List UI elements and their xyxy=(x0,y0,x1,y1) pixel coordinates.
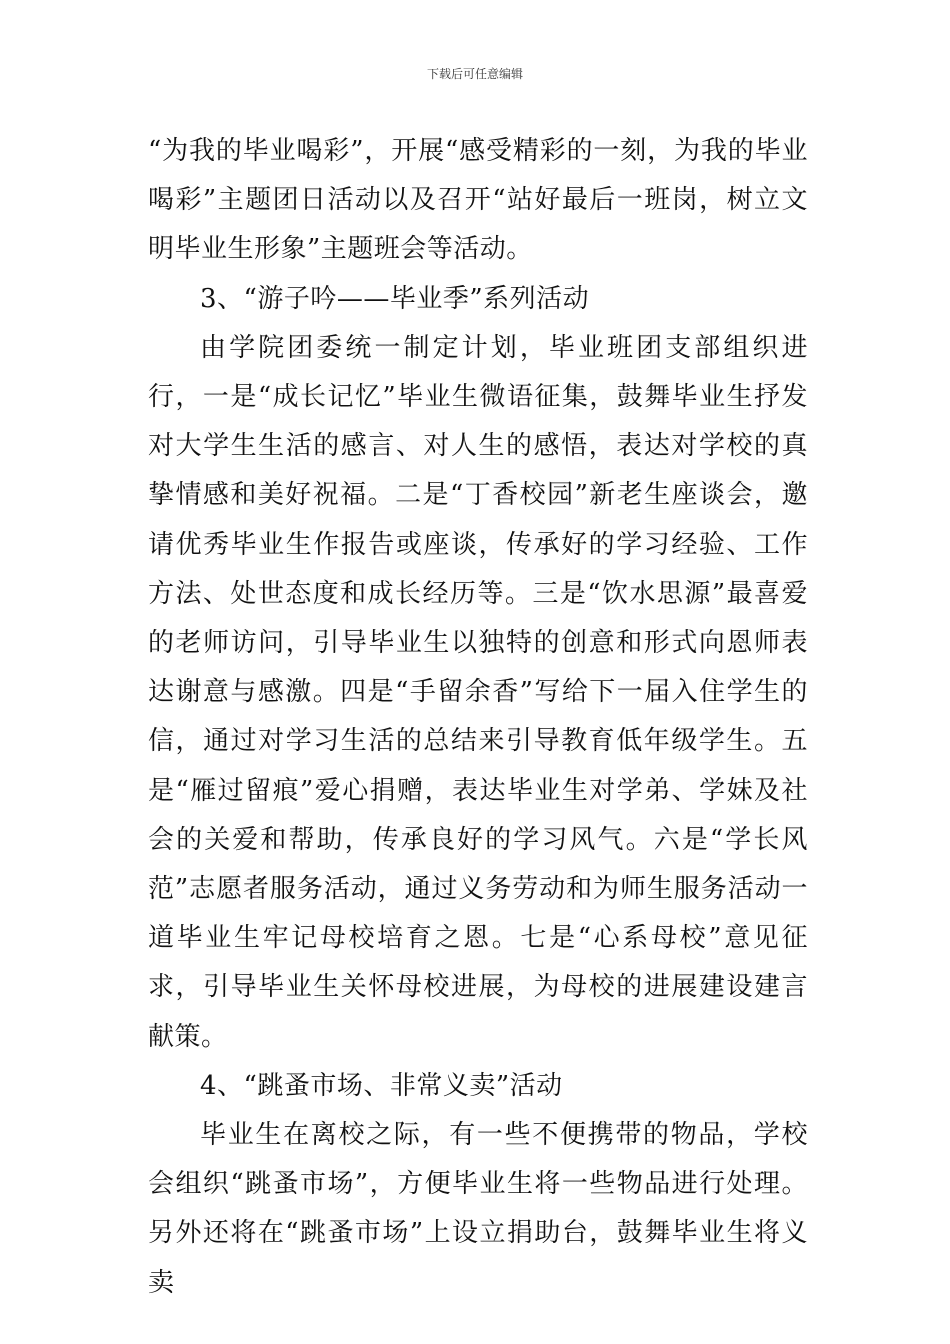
page-header: 下载后可任意编辑 xyxy=(426,67,523,81)
paragraph: 由学院团委统一制定计划，毕业班团支部组织进行，一是“成长记忆”毕业生微语征集，鼓舞毕业生抒发对大学生生活的感言、对人生的感悟，表达对学校的真挚情感和美好祝福。二是“丁香校园”新老生座谈会，邀请优秀毕业生作报告或座谈，传承好的学习经验、工作方法、处世态度和成长经历等。三是“饮水思源”最喜爱的老师访问，引导毕业生以独特的创意和形式向恩师表达谢意与感激。四是“手留余香”写给下一届入住学生的信，通过对学习生活的总结来引导教育低年级学生。五是“雁过留痕”爱心捐赠，表达毕业生对学弟、学妹及社会的关爱和帮助，传承良好的学习风气。六是“学长风范”志愿者服务活动，通过义务劳动和为师生服务活动一道毕业生牢记母校培育之恩。七是“心系母校”意见征求，引导毕业生关怀母校进展，为母校的进展建设建言献策。 xyxy=(148,332,808,1052)
section-heading: 3、“游子吟——毕业季”系列活动 xyxy=(200,283,590,314)
body-text xyxy=(148,127,808,1308)
paragraph: 毕业生在离校之际，有一些不便携带的物品，学校会组织“跳蚤市场”，方便毕业生将一些物品进行处理。另外还将在“跳蚤市场”上设立捐助台，鼓舞毕业生将义卖 xyxy=(148,1120,808,1298)
section-heading: 4、“跳蚤市场、非常义卖”活动 xyxy=(200,1070,563,1101)
paragraph: “为我的毕业喝彩”，开展“感受精彩的一刻，为我的毕业喝彩”主题团日活动以及召开“站好最后一班岗，树立文明毕业生形象”主题班会等活动。 xyxy=(148,136,808,265)
